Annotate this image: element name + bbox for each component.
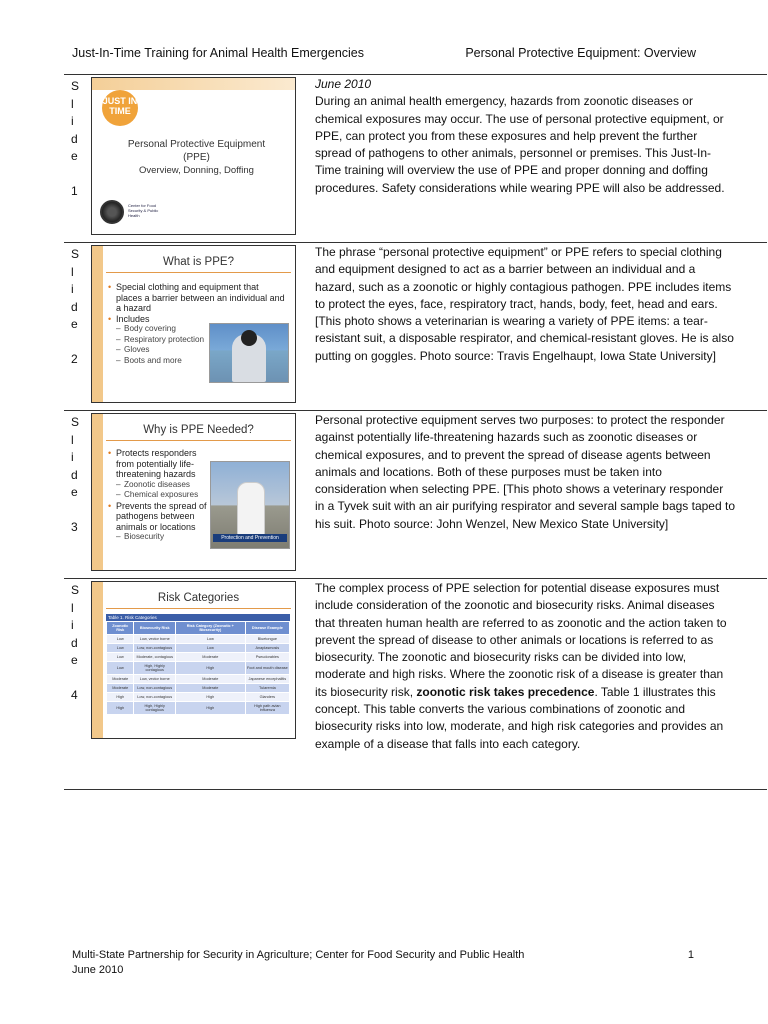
slide-description: The complex process of PPE selection for potential disease exposures must include consideration of the zoonotic and biosecurity risks. Animal diseases that threaten human health are referred to as zoonotic and the action taken to prevent the spread of disease to other animals or locations is referred to as biosecurity. The zoonotic and biosecurity risks can be divided into low, moderate and high risks. Where the zoonotic risk of a disease is greater than its biosecurity risk, zoonotic risk takes precedence. Table 1 illustrates this concept. This table converts the various combinations of zoonotic and biosecurity risks into low, moderate, and high risk categories and provides an example of a disease that falls into each category. [315, 581, 727, 751]
slide-label: S l i d e 3 [71, 414, 85, 537]
slide-description: Personal protective equipment serves two purposes: to protect the responder against potentially life-threatening hazards such as zoonotic diseases or chemical exposures, and to prevent the spread of disease agents between animals and locations. Both of these purposes must be taken into consideration when selecting PPE. [This photo shows a veterinary responder in a Tyvek suit with an air purifying respirator and several sample bags taped to his suit. Photo source: John Wenzel, New Mexico State University] [315, 413, 735, 531]
slide-label: S l i d e 4 [71, 582, 85, 705]
table-row: High Low, non-contagious High Glanders [107, 693, 290, 702]
slide-bullets: • Special clothing and equipment that places a barrier between an individual and a hazard • Includes – Body covering – Respiratory protection – Gloves – Boots and more [108, 282, 286, 366]
slide-table [64, 74, 767, 790]
veterinarian-photo [209, 323, 289, 383]
slide-thumbnail [91, 413, 296, 571]
table-row: Moderate Low, non-contagious Moderate Tularemia [107, 684, 290, 693]
slide-row-3 [64, 411, 767, 579]
slide-title: Why is PPE Needed? [106, 424, 291, 441]
date: June 2010 [315, 77, 372, 91]
risk-categories-table [106, 614, 290, 715]
responder-photo [210, 461, 290, 549]
header-subtitle: Personal Protective Equipment: Overview [465, 46, 696, 60]
table-header: Disease Example [245, 622, 289, 635]
slide-row-2 [64, 243, 767, 411]
slide-thumbnail [91, 581, 296, 739]
table-caption: Table 1. Risk Categories [106, 614, 290, 621]
slide-label: S l i d e 2 [71, 246, 85, 369]
just-in-time-logo: JUST IN TIME [102, 90, 138, 126]
page-number: 1 [687, 949, 694, 961]
slide-number: 1 [71, 184, 78, 198]
emphasis-text: zoonotic risk takes precedence [416, 684, 595, 699]
slide-description: June 2010 During an animal health emergency, hazards from zoonotic diseases or chemical exposures may occur. The use of personal protective equipment, or PPE, can protect you from these exposures and help prevent the further spread of pathogens to other animals, personnel or premises. This Just-In-Time training will overview the use of PPE and proper donning and doffing procedures. Safety considerations while wearing PPE will also be addressed. [315, 76, 735, 197]
table-row: Low Low, non-contagious Low Anaplasmosis [107, 644, 290, 653]
table-row: Moderate Low, vector borne Moderate Japanese encephalitis [107, 675, 290, 684]
slide-title: What is PPE? [106, 256, 291, 273]
table-header: Zoonotic Risk [107, 622, 134, 635]
table-row: Low Moderate, contagious Moderate Pseudorabies [107, 653, 290, 662]
slide-title: Risk Categories [106, 592, 291, 609]
slide-thumbnail [91, 77, 296, 235]
header-title: Just-In-Time Training for Animal Health Emergencies [72, 46, 365, 60]
cfsph-logo: Center for Food Security & Public Health [128, 203, 159, 218]
table-row: Low High, Highly contagious High Foot and mouth disease [107, 662, 290, 675]
slide-row-4 [64, 579, 767, 790]
slide-number: 2 [71, 352, 78, 366]
usda-seal-icon [100, 200, 124, 224]
seal-logos [100, 200, 170, 226]
slide-number: 4 [71, 688, 78, 702]
table-row: Low Low, vector borne Low Bluetongue [107, 635, 290, 644]
slide-title: Personal Protective Equipment (PPE) Overview, Donning, Doffing [127, 139, 266, 176]
page-footer [72, 948, 696, 978]
footer-organization: Multi-State Partnership for Security in Agriculture; Center for Food Security and Public Health [72, 949, 525, 961]
slide-row-1 [64, 75, 767, 243]
table-row: High High, Highly contagious High High path avian influenza [107, 702, 290, 715]
slide-description: The phrase “personal protective equipment” or PPE refers to special clothing and equipment designed to act as a barrier between an individual and a hazard, such as a zoonotic or highly contagious pathogen. PPE includes items to protect the eyes, face, respiratory tract, hands, body, feet, head and ears. [This photo shows a veterinarian is wearing a variety of PPE items: a tear-resistant suit, a disposable respirator, and chemical-resistant gloves. He is also putting on goggles. Photo source: Travis Engelhaupt, Iowa State University] [315, 245, 734, 363]
slide-label: S l i d e 1 [71, 78, 85, 201]
photo-caption: Protection and Prevention [213, 534, 287, 542]
slide-number: 3 [71, 520, 78, 534]
footer-date: June 2010 [72, 964, 124, 976]
slide-thumbnail [91, 245, 296, 403]
table-header: Biosecurity Risk [134, 622, 176, 635]
slide-bullets: • Protects responders from potentially life-threatening hazards – Zoonotic diseases – Chemical exposures • Prevents the spread of pathogens between animals or locations – Biosecurity [108, 448, 212, 543]
table-header: Risk Category (Zoonotic + Biosecurity) [175, 622, 245, 635]
